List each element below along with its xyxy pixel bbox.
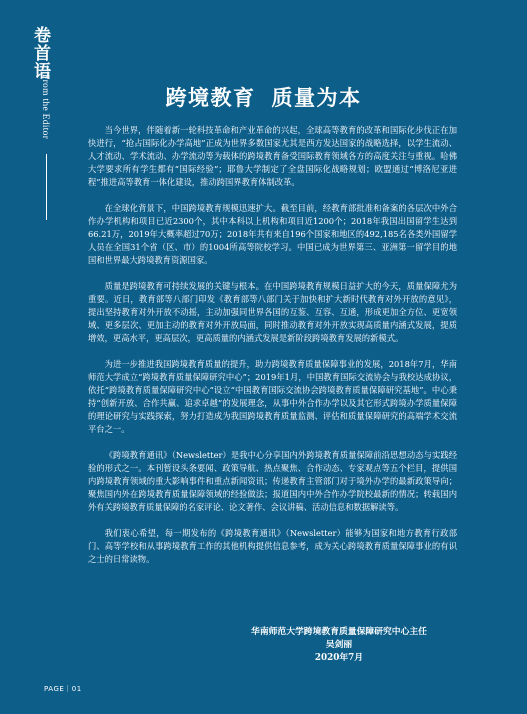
paragraph: 我们衷心希望，每一期发布的《跨境教育通讯》（Newsletter）能够为国家和地方教育行政部门、高等学校和从事跨境教育工作的其他机构提供信息参考，成为关心跨境教育质量保障事业的有识之士的日常读物。 (88, 528, 457, 564)
signature-name: 吴剑丽 (325, 640, 353, 650)
column-subtitle: From the Editor (40, 74, 50, 140)
paragraph: 在全球化背景下，中国跨境教育规模迅速扩大。截至目前，经教育部批准和备案的各层次中外合作办学机构和项目已近2300个，其中本科以上机构和项目近1200个；2018年我国出国留学生达到66.21万，2019年大概率超过70万；2018年共有来自196个国家和地区的492,185名各类外国留学人员在全国31个省（区、市）的1004所高等院校学习。中国已成为世界第三、亚洲第一留学目的地国和世界最大跨境教育资源国家。 (88, 203, 457, 265)
signature-org: 华南师范大学跨境教育质量保障研究中心主任 (251, 627, 427, 637)
column-header (26, 26, 66, 226)
paragraph: 为进一步推进我国跨境教育质量的提升，助力跨境教育质量保障事业的发展，2018年7月，华南师范大学成立“跨境教育质量保障研究中心”；2019年1月，中国教育国际交流协会与我校达成协议，依托“跨境教育质量保障研究中心”设立“中国教育国际交流协会跨境教育质量保障研究基地”。中心秉持“创新开放、合作共赢、追求卓越”的发展理念，从事中外合作办学以及其它形式跨境办学质量保障的理论研究与实践探索，努力打造成为我国跨境教育质量监测、评估和质量保障研究的高端学术交流平台之一。 (88, 359, 457, 434)
page-number: PAGE｜01 (44, 685, 82, 693)
article-body (88, 124, 457, 579)
title-part-2: 质量为本 (271, 86, 362, 110)
page-title (0, 82, 527, 112)
signature-block (209, 626, 469, 665)
title-part-1: 跨境教育 (165, 86, 256, 110)
signature-date: 2020年7月 (314, 653, 364, 663)
paragraph: 当今世界，伴随着新一轮科技革命和产业革命的兴起，全球高等教育的改革和国际化步伐正在加快进行，“抢占国际化办学高地”正成为世界多数国家尤其是西方发达国家的战略选择，以学生流动、人才流动、学术流动、办学流动等为载体的跨境教育备受国际教育领域各方的高度关注与重视。哈佛大学要求所有学生都有“国际经验”；耶鲁大学制定了全盘国际化战略规划；欧盟通过“博洛尼亚进程”推进高等教育一体化建设，推动跨国界教育体制改革。 (88, 125, 457, 187)
paragraph: 《跨境教育通讯》（Newsletter）是我中心分享国内外跨境教育质量保障前沿思想动态与实践经验的形式之一。本刊暂设头条要闻、政策导航、热点聚焦、合作动态、专家观点等五个栏目，提供国内跨境教育领域的重大影响事件和重点新闻资讯；传递教育主管部门对于境外办学的最新政策导向；聚焦国内外在跨境教育质量保障领域的经验做法；报道国内中外合作办学院校最新的情况；转载国内外有关跨境教育质量保障的名家评论、论文著作、会议讲稿、活动信息和数据解读等。 (88, 450, 457, 512)
column-title: 卷首语 (30, 26, 50, 80)
paragraph: 质量是跨境教育可持续发展的关键与根本。在中国跨境教育规模日益扩大的今天，质量保障尤为重要。近日，教育部等八部门印发《教育部等八部门关于加快和扩大新时代教育对外开放的意见》，提出坚持教育对外开放不动摇，主动加强同世界各国的互鉴、互容、互通，形成更加全方位、更宽领域、更多层次、更加主动的教育对外开放局面，同时推动教育对外开放实现高质量内涵式发展，提质增效，更高水平，更高层次，更高质量的内涵式发展是新阶段跨境教育发展的新模式。 (88, 281, 457, 343)
column-divider (46, 154, 47, 220)
